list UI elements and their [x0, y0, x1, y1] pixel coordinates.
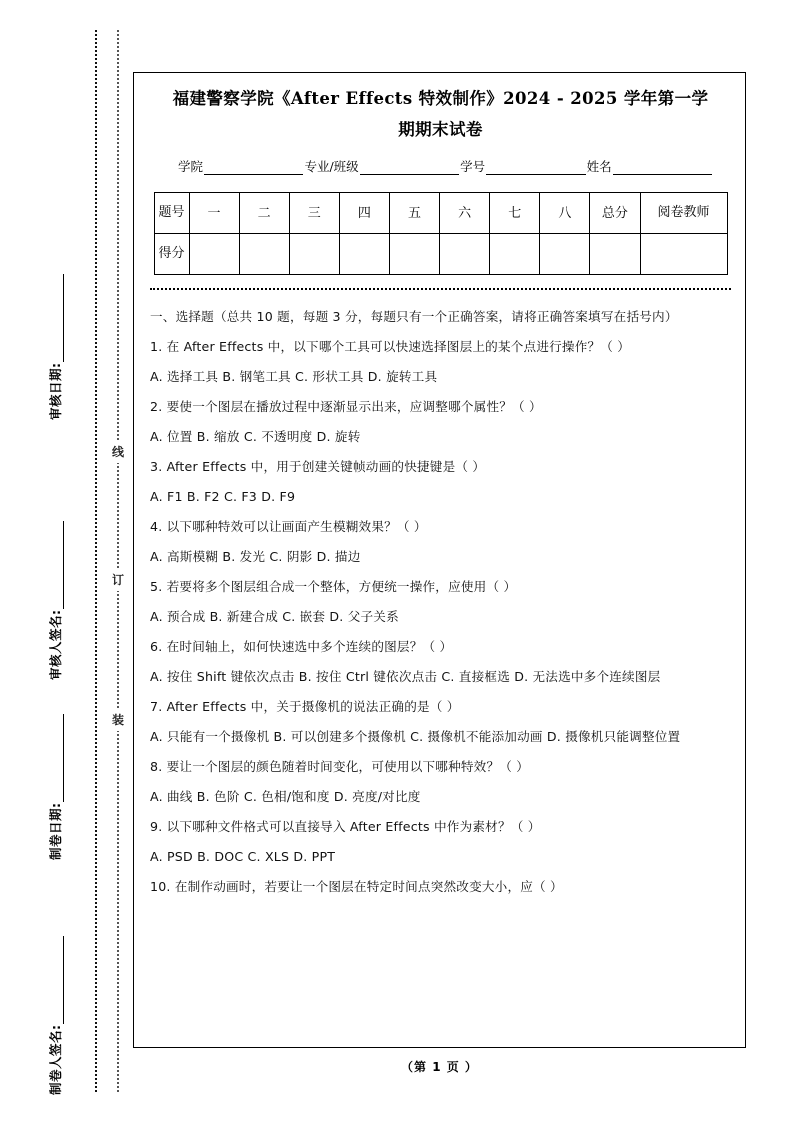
major-class-input[interactable] — [360, 161, 459, 175]
student-name-input[interactable] — [613, 161, 712, 175]
question-body — [150, 302, 731, 902]
student-info-row — [150, 157, 731, 175]
question-5-stem: 5. 若要将多个图层组合成一个整体，方便统一操作，应使用（ ） — [150, 579, 517, 594]
question-8-options: A. 曲线 B. 色阶 C. 色相/饱和度 D. 亮度/对比度 — [150, 789, 421, 804]
page-title-line1: 福建警察学院《After Effects 特效制作》2024 - 2025 学年第一学 — [172, 89, 709, 108]
score-col-total: 总分 — [590, 193, 640, 234]
margin-blank-line — [51, 522, 64, 610]
page-title — [150, 83, 731, 145]
section-heading: 一、选择题（总共 10 题，每题 3 分，每题只有一个正确答案，请将正确答案填写在括号内） — [150, 309, 678, 324]
question-3-stem: 3. After Effects 中，用于创建关键帧动画的快捷键是（ ） — [150, 459, 486, 474]
score-col-7: 七 — [490, 193, 540, 234]
page-title-line2: 期期末试卷 — [398, 120, 483, 139]
question-1-stem: 1. 在 After Effects 中，以下哪个工具可以快速选择图层上的某个点进行操作？（ ） — [150, 339, 631, 354]
score-col-2: 二 — [239, 193, 289, 234]
score-cell-6[interactable] — [440, 234, 490, 275]
score-table-header-score: 得分 — [154, 234, 189, 275]
student-id-input[interactable] — [486, 161, 585, 175]
margin-blank-line — [51, 275, 64, 363]
score-cell-3[interactable] — [289, 234, 339, 275]
margin-label-preparer-signature — [46, 835, 64, 1095]
score-col-6: 六 — [440, 193, 490, 234]
binding-seam-inner — [117, 30, 119, 1092]
margin-label-preparer-signature-text: 制卷人签名: — [48, 1024, 63, 1095]
question-3-options: A. F1 B. F2 C. F3 D. F9 — [150, 489, 296, 504]
college-label: 学院 — [178, 159, 204, 174]
question-5-options: A. 预合成 B. 新建合成 C. 嵌套 D. 父子关系 — [150, 609, 399, 624]
table-row-scores — [154, 234, 727, 275]
content-inner — [150, 83, 731, 902]
left-margin — [0, 0, 133, 1122]
score-col-4: 四 — [339, 193, 389, 234]
margin-label-prepare-date-text: 制卷日期: — [48, 802, 63, 860]
score-cell-grader[interactable] — [640, 234, 727, 275]
question-6-stem: 6. 在时间轴上，如何快速选中多个连续的图层？（ ） — [150, 639, 453, 654]
content-frame — [133, 72, 746, 1048]
question-9-stem: 9. 以下哪种文件格式可以直接导入 After Effects 中作为素材？（ ） — [150, 819, 541, 834]
score-cell-total[interactable] — [590, 234, 640, 275]
score-col-3: 三 — [289, 193, 339, 234]
score-cell-8[interactable] — [540, 234, 590, 275]
margin-label-reviewer-signature-text: 审核人签名: — [48, 609, 63, 680]
score-cell-4[interactable] — [339, 234, 389, 275]
score-cell-1[interactable] — [189, 234, 239, 275]
margin-label-review-date — [46, 160, 64, 420]
score-cell-7[interactable] — [490, 234, 540, 275]
seam-char-pack: 装 — [107, 708, 129, 731]
question-1-options: A. 选择工具 B. 钢笔工具 C. 形状工具 D. 旋转工具 — [150, 369, 438, 384]
score-cell-5[interactable] — [389, 234, 439, 275]
student-name-label: 姓名 — [586, 159, 612, 174]
score-col-5: 五 — [389, 193, 439, 234]
question-6-options: A. 按住 Shift 键依次点击 B. 按住 Ctrl 键依次点击 C. 直接框选 D. 无法选中多个连续图层 — [150, 669, 661, 684]
score-col-8: 八 — [540, 193, 590, 234]
score-table-header-question: 题号 — [154, 193, 189, 234]
page-footer: （第 1 页 ） — [401, 1060, 478, 1074]
major-class-label: 专业/班级 — [304, 159, 359, 174]
college-input[interactable] — [204, 161, 303, 175]
student-id-label: 学号 — [460, 159, 486, 174]
question-2-options: A. 位置 B. 缩放 C. 不透明度 D. 旋转 — [150, 429, 361, 444]
score-col-1: 一 — [189, 193, 239, 234]
question-8-stem: 8. 要让一个图层的颜色随着时间变化，可使用以下哪种特效？（ ） — [150, 759, 530, 774]
question-10-stem: 10. 在制作动画时，若要让一个图层在特定时间点突然改变大小，应（ ） — [150, 879, 563, 894]
binding-seam-outer — [95, 30, 97, 1092]
score-table — [154, 192, 728, 275]
question-7-stem: 7. After Effects 中，关于摄像机的说法正确的是（ ） — [150, 699, 460, 714]
margin-blank-line — [51, 715, 64, 803]
seam-char-line: 线 — [107, 440, 129, 463]
margin-blank-line — [51, 937, 64, 1025]
question-9-options: A. PSD B. DOC C. XLS D. PPT — [150, 849, 336, 864]
question-7-options: A. 只能有一个摄像机 B. 可以创建多个摄像机 C. 摄像机不能添加动画 D. 摄像机只能调整位置 — [150, 729, 681, 744]
seam-char-bind: 订 — [107, 568, 129, 591]
score-col-grader: 阅卷教师 — [640, 193, 727, 234]
question-4-options: A. 高斯模糊 B. 发光 C. 阴影 D. 描边 — [150, 549, 361, 564]
table-row-question-numbers — [154, 193, 727, 234]
score-cell-2[interactable] — [239, 234, 289, 275]
question-2-stem: 2. 要使一个图层在播放过程中逐渐显示出来，应调整哪个属性？（ ） — [150, 399, 542, 414]
margin-label-review-date-text: 审核日期: — [48, 362, 63, 420]
question-4-stem: 4. 以下哪种特效可以让画面产生模糊效果？（ ） — [150, 519, 427, 534]
margin-label-prepare-date — [46, 600, 64, 860]
section-divider — [150, 288, 731, 290]
